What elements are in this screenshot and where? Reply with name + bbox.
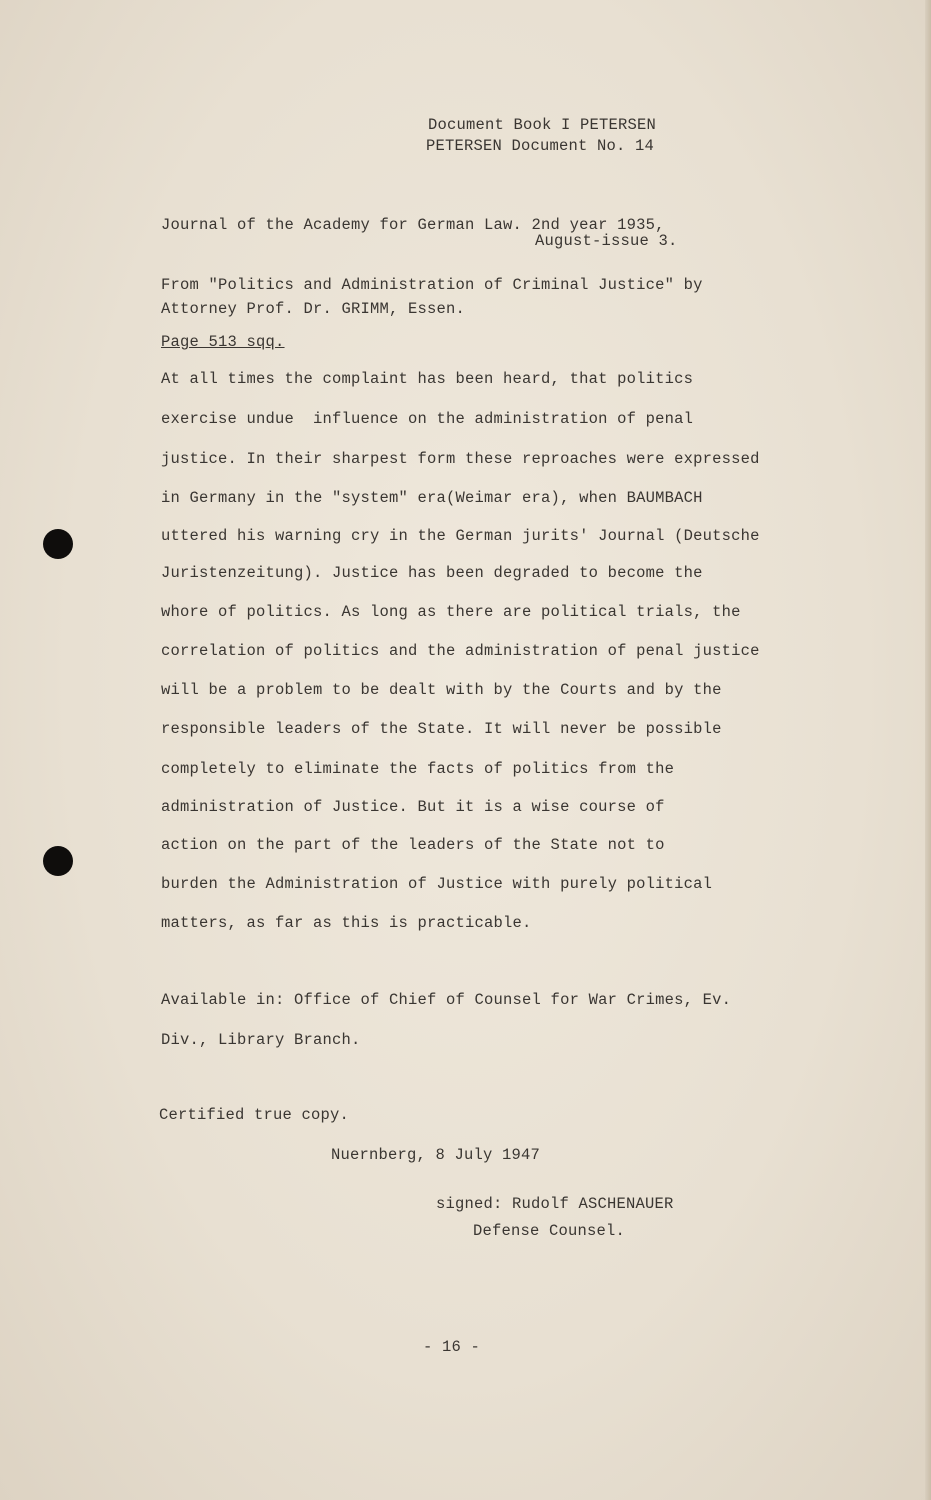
body-line: Juristenzeitung). Justice has been degraded to become the [161,564,703,582]
doc-book-label: Document Book I PETERSEN [428,116,657,134]
journal-issue: August-issue 3. [535,232,678,250]
source-author: Attorney Prof. Dr. GRIMM, Essen. [161,300,466,318]
body-line: exercise undue influence on the administration of penal [161,410,694,428]
body-line: in Germany in the "system" era(Weimar era), when BAUMBACH [161,489,703,507]
page-number: - 16 - [423,1338,481,1356]
body-line: administration of Justice. But it is a wise course of [161,798,665,816]
body-line: will be a problem to be dealt with by the Courts and by the [161,681,722,699]
source-title: From "Politics and Administration of Criminal Justice" by [161,276,703,294]
body-line: action on the part of the leaders of the State not to [161,836,665,854]
page-reference: Page 513 sqq. [161,333,285,351]
body-line: uttered his warning cry in the German jurits' Journal (Deutsche [161,527,760,545]
signer-role: Defense Counsel. [473,1222,626,1240]
journal-citation: Journal of the Academy for German Law. 2nd year 1935, [161,216,665,234]
availability-line: Div., Library Branch. [161,1031,361,1049]
body-line: whore of politics. As long as there are political trials, the [161,603,741,621]
body-line: completely to eliminate the facts of politics from the [161,760,675,778]
page-edge [925,0,931,1500]
place-date: Nuernberg, 8 July 1947 [331,1146,541,1164]
punch-hole-upper [43,529,73,559]
body-line: responsible leaders of the State. It will never be possible [161,720,722,738]
signature-line: signed: Rudolf ASCHENAUER [436,1195,674,1213]
body-line: burden the Administration of Justice with purely political [161,875,713,893]
body-line: matters, as far as this is practicable. [161,914,532,932]
body-line: justice. In their sharpest form these reproaches were expressed [161,450,760,468]
body-line: At all times the complaint has been heard, that politics [161,370,694,388]
punch-hole-lower [43,846,73,876]
doc-number-label: PETERSEN Document No. 14 [426,137,655,155]
availability-line: Available in: Office of Chief of Counsel for War Crimes, Ev. [161,991,732,1009]
body-line: correlation of politics and the administration of penal justice [161,642,760,660]
certified-copy: Certified true copy. [159,1106,350,1124]
